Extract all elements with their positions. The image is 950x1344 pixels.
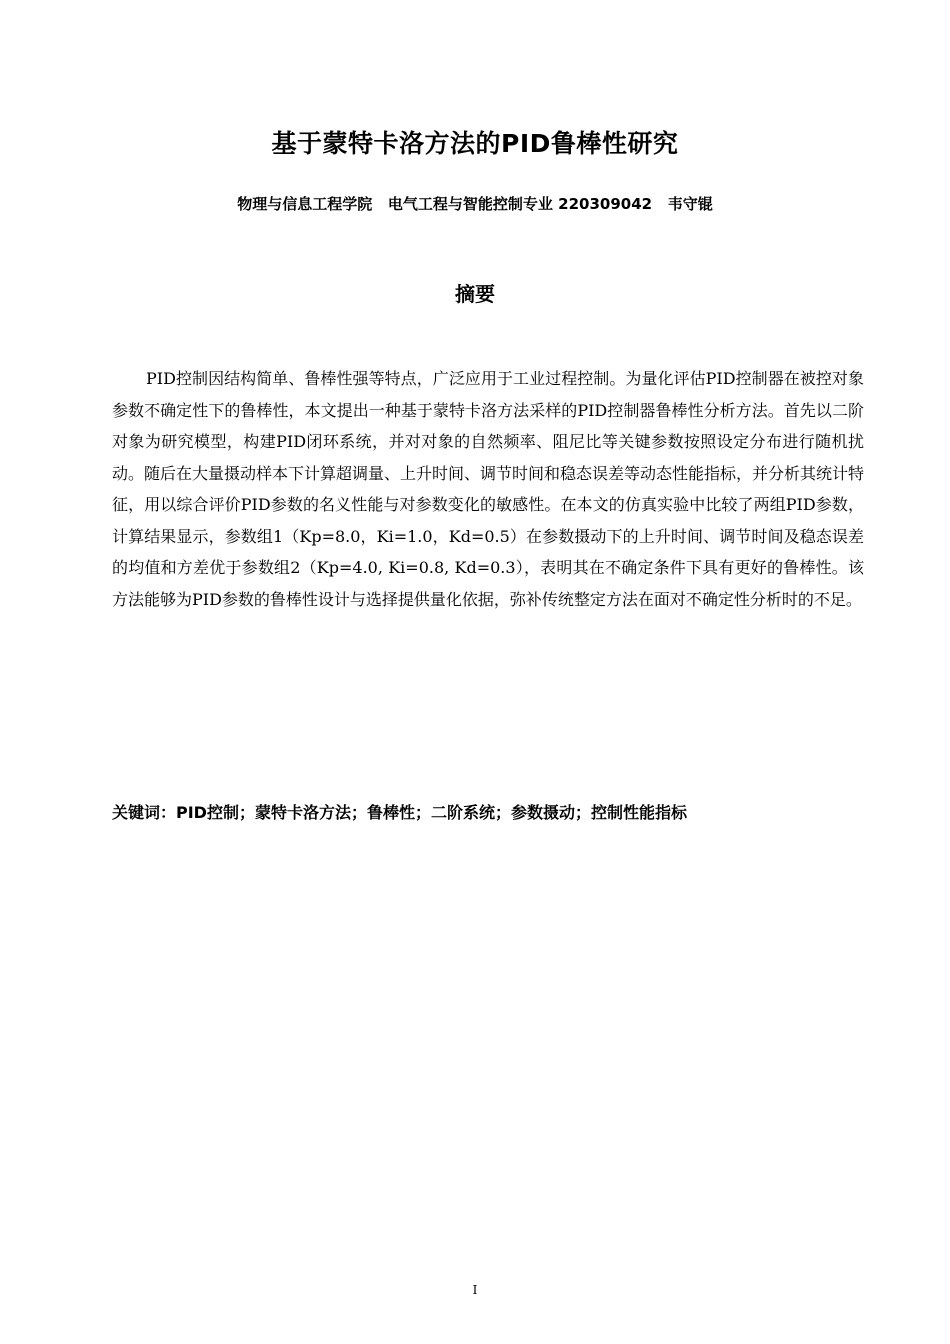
student-id: 220309042: [558, 195, 653, 213]
major-name: 电气工程与智能控制专业: [387, 195, 553, 213]
paper-title: 基于蒙特卡洛方法的PID鲁棒性研究: [271, 129, 679, 158]
abstract-body: PID控制因结构简单、鲁棒性强等特点，广泛应用于工业过程控制。为量化评估PID控制器在被控对象参数不确定性下的鲁棒性，本文提出一种基于蒙特卡洛方法采样的PID控制器鲁棒性分析方法。首先以二阶对象为研究模型，构建PID闭环系统，并对对象的自然频率、阻尼比等关键参数按照设定分布进行随机扰动。随后在大量摄动样本下计算超调量、上升时间、调节时间和稳态误差等动态性能指标，并分析其统计特征，用以综合评价PID参数的名义性能与对参数变化的敏感性。在本文的仿真实验中比较了两组PID参数，计算结果显示，参数组1（Kp=8.0，Ki=1.0，Kd=0.5）在参数摄动下的上升时间、调节时间及稳态误差的均值和方差优于参数组2（Kp=4.0, Ki=0.8, Kd=0.3），表明其在不确定条件下具有更好的鲁棒性。该方法能够为PID参数的鲁棒性设计与选择提供量化依据，弥补传统整定方法在面对不确定性分析时的不足。: [112, 369, 865, 609]
page-number: I: [472, 1283, 478, 1297]
abstract-heading: 摘要: [455, 282, 495, 306]
author-name: 韦守锟: [667, 195, 713, 213]
keywords-line: 关键词：PID控制；蒙特卡洛方法；鲁棒性；二阶系统；参数摄动；控制性能指标: [112, 803, 687, 822]
school-name: 物理与信息工程学院: [237, 195, 373, 213]
author-line: [0, 193, 950, 214]
